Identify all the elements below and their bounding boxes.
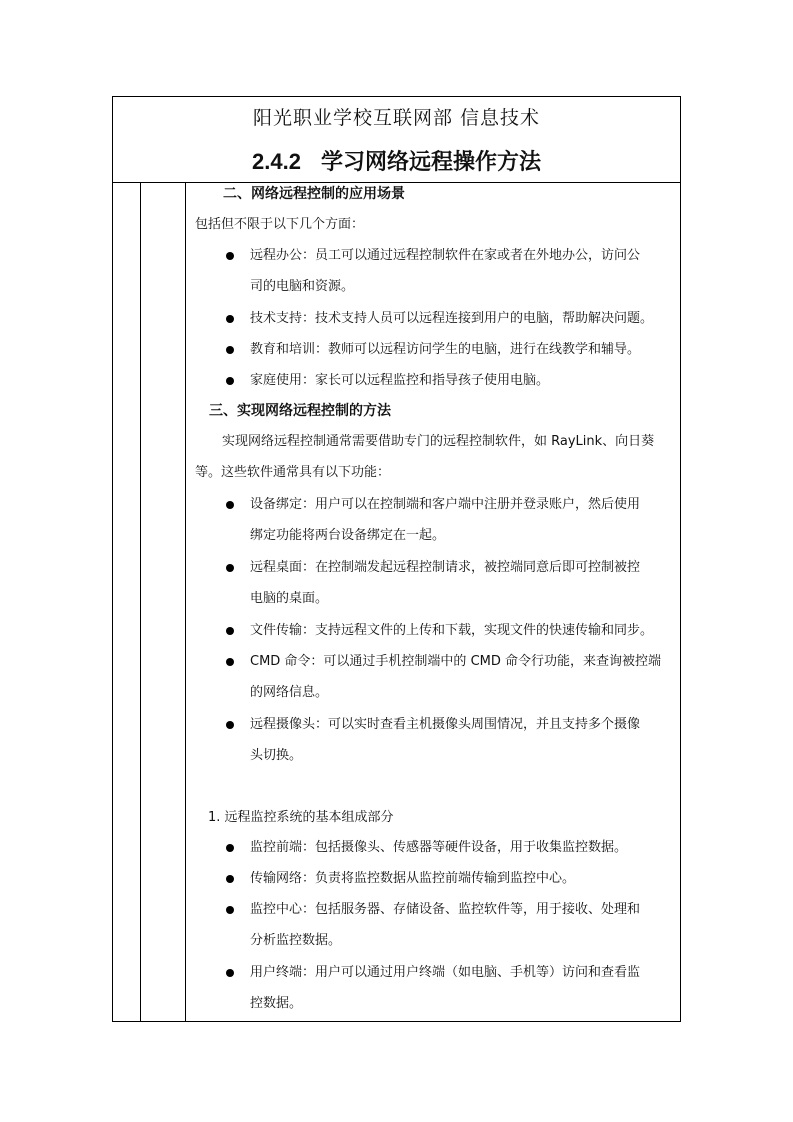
methods-paragraph-line1: 实现网络远程控制通常需要借助专门的远程控制软件，如 RayLink、向日葵 xyxy=(222,434,655,449)
list-item-line2: 司的电脑和资源。 xyxy=(250,279,355,294)
bullet-icon xyxy=(226,377,234,385)
lesson-content xyxy=(192,183,674,1021)
section-heading xyxy=(113,145,680,176)
section-title: 学习网络远程操作方法 xyxy=(320,150,541,175)
list-item-line1: 传输网络：负责将监控数据从监控前端传输到监控中心。 xyxy=(250,871,576,886)
bullet-icon xyxy=(226,252,234,260)
bullet-icon xyxy=(226,627,234,635)
section-heading-scenarios: 二、网络远程控制的应用场景 xyxy=(223,186,405,202)
section-number: 2.4.2 xyxy=(252,149,301,174)
bullet-icon xyxy=(226,315,234,323)
school-department-title: 阳光职业学校互联网部 信息技术 xyxy=(252,107,541,129)
list-item-line1: 文件传输：支持远程文件的上传和下载，实现文件的快速传输和同步。 xyxy=(250,623,654,638)
list-item-line2: 控数据。 xyxy=(250,996,303,1011)
list-item-line1: 远程办公：员工可以通过远程控制软件在家或者在外地办公，访问公 xyxy=(250,248,641,263)
list-item-line1: CMD 命令：可以通过手机控制端中的 CMD 命令行功能，来查询被控端 xyxy=(250,654,662,669)
components-heading: 1. 远程监控系统的基本组成部分 xyxy=(208,810,394,825)
list-item-line1: 设备绑定：用户可以在控制端和客户端中注册并登录账户，然后使用 xyxy=(250,497,641,512)
list-item-line1: 用户终端：用户可以通过用户终端（如电脑、手机等）访问和查看监 xyxy=(250,965,641,980)
list-item-line1: 教育和培训：教师可以远程访问学生的电脑，进行在线教学和辅导。 xyxy=(250,342,641,357)
column-divider-1 xyxy=(140,182,141,1021)
list-item-line1: 监控前端：包括摄像头、传感器等硬件设备，用于收集监控数据。 xyxy=(250,840,628,855)
bullet-icon xyxy=(226,875,234,883)
list-item-line2: 的网络信息。 xyxy=(250,685,329,700)
lesson-table xyxy=(112,96,681,1022)
list-item-line1: 远程桌面：在控制端发起远程控制请求，被控端同意后即可控制被控 xyxy=(250,560,641,575)
bullet-icon xyxy=(226,564,234,572)
section-heading-methods: 三、实现网络远程控制的方法 xyxy=(209,403,391,419)
methods-paragraph-line2: 等。这些软件通常具有以下功能： xyxy=(195,465,391,480)
list-item-line2: 绑定功能将两台设备绑定在一起。 xyxy=(250,528,446,543)
bullet-icon xyxy=(226,906,234,914)
list-item-line2: 电脑的桌面。 xyxy=(250,591,329,606)
bullet-icon xyxy=(226,721,234,729)
list-item-line1: 监控中心：包括服务器、存储设备、监控软件等，用于接收、处理和 xyxy=(250,902,641,917)
bullet-icon xyxy=(226,969,234,977)
list-item-line2: 分析监控数据。 xyxy=(250,933,342,948)
bullet-icon xyxy=(226,501,234,509)
scenarios-intro: 包括但不限于以下几个方面： xyxy=(195,217,365,232)
bullet-icon xyxy=(226,658,234,666)
list-item-line1: 技术支持：技术支持人员可以远程连接到用户的电脑，帮助解决问题。 xyxy=(250,311,654,326)
bullet-icon xyxy=(226,844,234,852)
list-item-line1: 家庭使用：家长可以远程监控和指导孩子使用电脑。 xyxy=(250,373,550,388)
bullet-icon xyxy=(226,346,234,354)
list-item-line1: 远程摄像头：可以实时查看主机摄像头周围情况，并且支持多个摄像 xyxy=(250,717,641,732)
list-item-line2: 头切换。 xyxy=(250,748,303,763)
column-divider-2 xyxy=(185,182,186,1021)
